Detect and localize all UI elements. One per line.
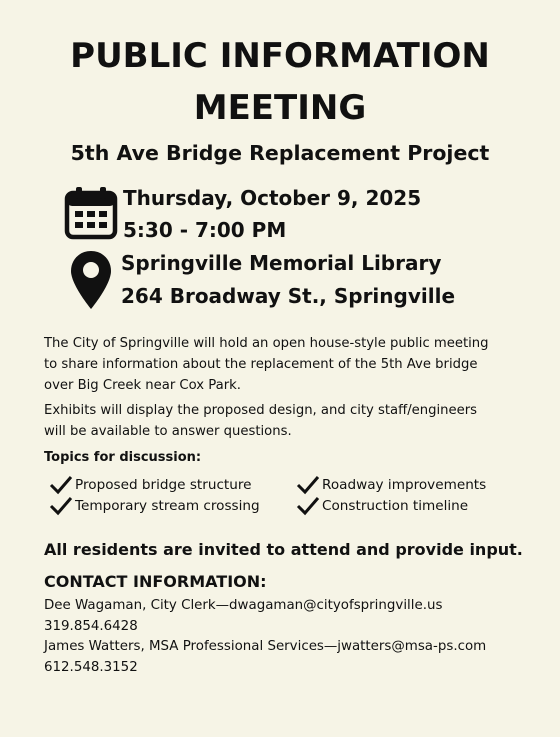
description-line: to share information about the replacement of the 5th Ave bridge bbox=[44, 357, 478, 372]
project-subtitle: 5th Ave Bridge Replacement Project bbox=[70, 141, 490, 165]
event-time: 5:30 - 7:00 PM bbox=[123, 218, 287, 242]
checkmark-icon bbox=[49, 496, 73, 516]
calendar-icon bbox=[64, 186, 118, 240]
checkmark-icon bbox=[296, 475, 320, 495]
description-line: will be available to answer questions. bbox=[44, 424, 292, 439]
description-line: Exhibits will display the proposed design, and city staff/engineers bbox=[44, 403, 478, 418]
contact-phone: 612.548.3152 bbox=[44, 660, 138, 675]
checkmark-icon bbox=[296, 496, 320, 516]
map-pin-icon bbox=[70, 250, 112, 310]
topic-label: Construction timeline bbox=[322, 498, 469, 514]
topic-label: Roadway improvements bbox=[322, 477, 487, 493]
topic-item bbox=[75, 498, 260, 514]
event-address: 264 Broadway St., Springville bbox=[121, 284, 456, 308]
description-paragraph-1 bbox=[44, 333, 524, 396]
invitation-text: All residents are invited to attend and provide input. bbox=[44, 540, 523, 559]
topic-item bbox=[322, 498, 468, 514]
topics-heading: Topics for discussion: bbox=[44, 450, 202, 465]
event-venue: Springville Memorial Library bbox=[121, 251, 442, 275]
topic-item bbox=[75, 477, 252, 493]
page-title bbox=[0, 30, 560, 134]
description-paragraph-2 bbox=[44, 400, 524, 442]
event-date: Thursday, October 9, 2025 bbox=[123, 186, 422, 210]
contact-heading: CONTACT INFORMATION: bbox=[44, 572, 267, 591]
title-line-2: MEETING bbox=[193, 88, 367, 128]
description-line: over Big Creek near Cox Park. bbox=[44, 378, 241, 393]
checkmark-icon bbox=[49, 475, 73, 495]
contact-phone: 319.854.6428 bbox=[44, 619, 138, 634]
topic-item bbox=[322, 477, 486, 493]
title-line-1: PUBLIC INFORMATION bbox=[70, 36, 490, 76]
contact-line: Dee Wagaman, City Clerk—dwagaman@cityofspringville.us bbox=[44, 598, 443, 613]
topic-label: Proposed bridge structure bbox=[75, 477, 252, 493]
description-line: The City of Springville will hold an open house-style public meeting bbox=[44, 336, 489, 351]
contact-line: James Watters, MSA Professional Services—jwatters@msa-ps.com bbox=[44, 639, 487, 654]
topic-label: Temporary stream crossing bbox=[75, 498, 260, 514]
